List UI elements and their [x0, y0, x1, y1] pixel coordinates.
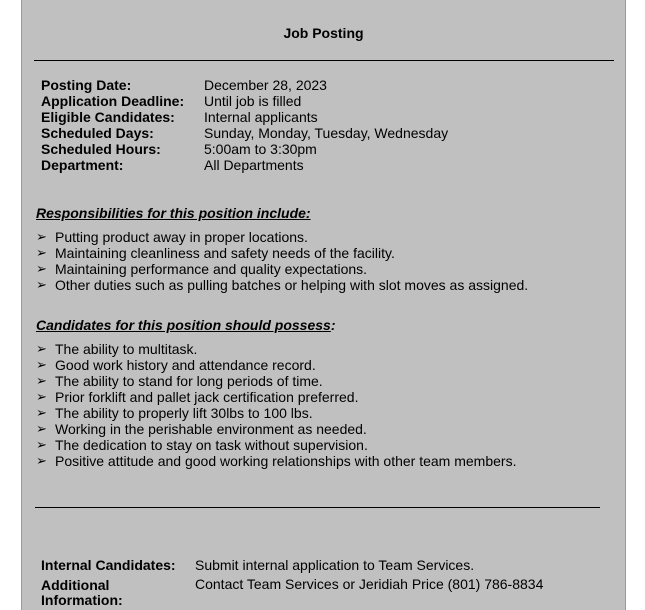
contact-value: Submit internal application to Team Services.	[195, 557, 475, 573]
arrow-bullet-icon: ➢	[36, 373, 47, 388]
responsibilities-heading	[36, 205, 311, 221]
arrow-bullet-icon: ➢	[36, 341, 47, 356]
detail-label: Scheduled Hours:	[41, 141, 161, 157]
list-item-text: Other duties such as pulling batches or helping with slot moves as assigned.	[55, 277, 529, 293]
list-item-text: Good work history and attendance record.	[55, 357, 316, 373]
detail-label: Department:	[41, 157, 124, 173]
list-item-text: Prior forklift and pallet jack certification preferred.	[55, 389, 359, 405]
list-item-text: The dedication to stay on task without supervision.	[55, 437, 368, 453]
arrow-bullet-icon: ➢	[36, 421, 47, 436]
arrow-bullet-icon: ➢	[36, 357, 47, 372]
contact-label: Additional Information:	[41, 577, 123, 608]
list-item-text: Maintaining performance and quality expectations.	[55, 261, 368, 277]
divider	[35, 507, 600, 508]
arrow-bullet-icon: ➢	[36, 389, 47, 404]
contact-value: Contact Team Services or Jeridiah Price (801) 786-8834	[195, 576, 544, 592]
list-item-text: The ability to multitask.	[55, 341, 198, 357]
divider	[34, 60, 614, 61]
list-item-text: Positive attitude and good working relationships with other team members.	[55, 453, 517, 469]
list-item-text: The ability to stand for long periods of time.	[55, 373, 323, 389]
arrow-bullet-icon: ➢	[36, 405, 47, 420]
qualifications-heading	[36, 317, 336, 333]
arrow-bullet-icon: ➢	[36, 245, 47, 260]
arrow-bullet-icon: ➢	[36, 277, 47, 292]
page-title	[22, 0, 625, 2]
detail-label: Eligible Candidates:	[41, 109, 175, 125]
page-subtitle: Job Posting	[283, 25, 364, 41]
detail-value: Internal applicants	[204, 109, 318, 125]
detail-value: All Departments	[204, 157, 304, 173]
arrow-bullet-icon: ➢	[36, 229, 47, 244]
detail-label: Application Deadline:	[41, 93, 185, 109]
detail-value: 5:00am to 3:30pm	[204, 141, 317, 157]
detail-label: Scheduled Days:	[41, 125, 154, 141]
arrow-bullet-icon: ➢	[36, 437, 47, 452]
job-posting-page	[21, 0, 626, 610]
list-item-text: Putting product away in proper locations.	[55, 229, 308, 245]
list-item-text: Working in the perishable environment as needed.	[55, 421, 367, 437]
qualifications-heading-text: Candidates for this position should possess	[36, 317, 331, 333]
detail-label: Posting Date:	[41, 77, 132, 93]
arrow-bullet-icon: ➢	[36, 453, 47, 468]
qualifications-heading-colon: :	[330, 317, 336, 333]
list-item-text: The ability to properly lift 30lbs to 100 lbs.	[55, 405, 313, 421]
contact-label: Internal Candidates:	[41, 557, 176, 573]
list-item-text: Maintaining cleanliness and safety needs of the facility.	[55, 245, 395, 261]
detail-value: December 28, 2023	[204, 77, 327, 93]
detail-value: Sunday, Monday, Tuesday, Wednesday	[204, 125, 449, 141]
responsibilities-heading-text: Responsibilities for this position include:	[36, 205, 311, 221]
arrow-bullet-icon: ➢	[36, 261, 47, 276]
detail-value: Until job is filled	[204, 93, 302, 109]
